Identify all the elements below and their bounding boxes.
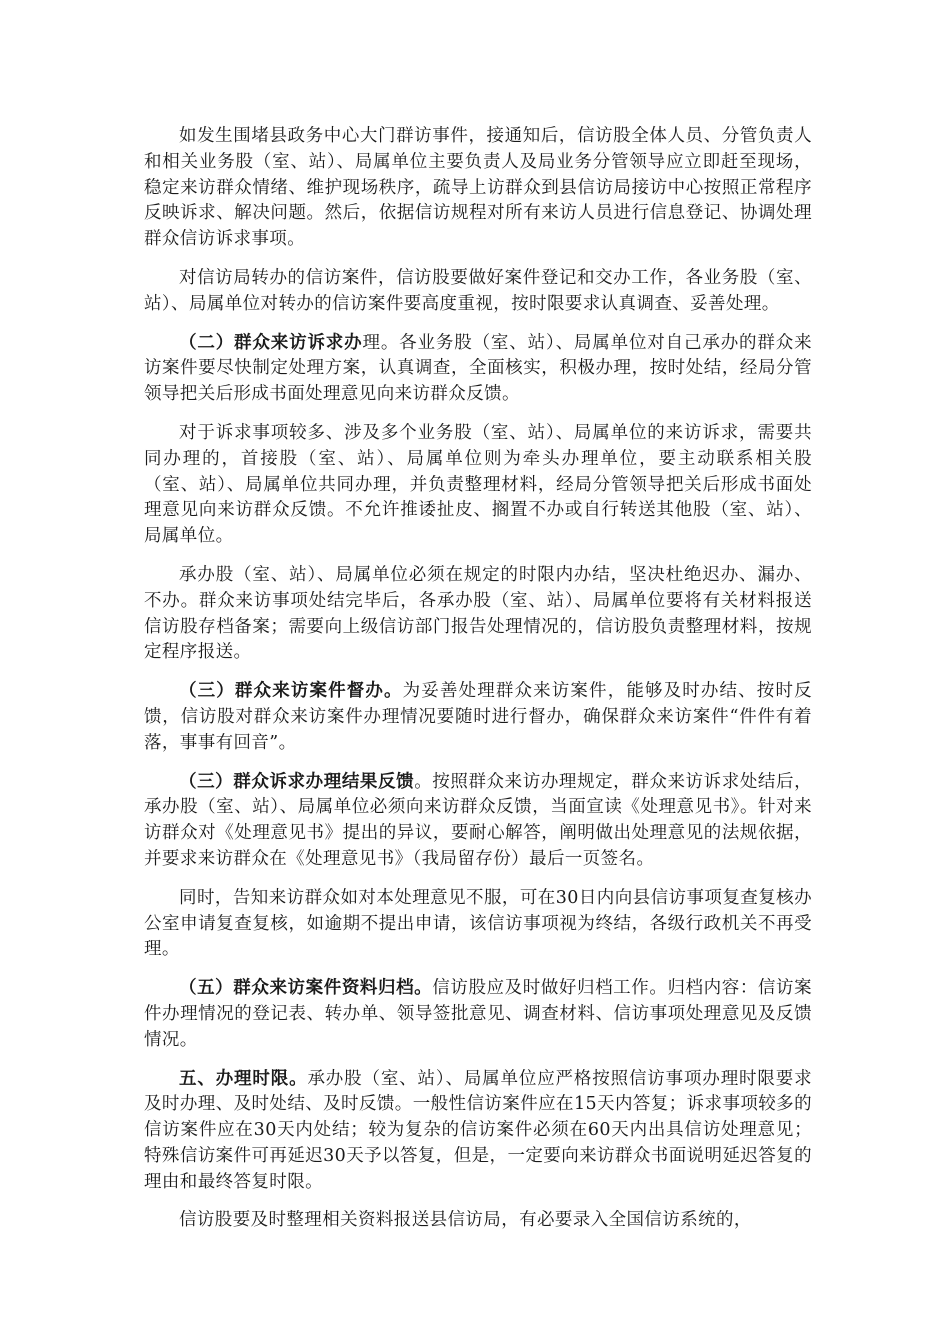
paragraph-lead: （三）群众来访案件督办。 <box>179 681 403 702</box>
paragraph-text: 承办股（室、站）、局属单位必须在规定的时限内办结，坚决杜绝迟办、漏办、不办。群众来访事项处结完毕后，各承办股（室、站）、局属单位要将有关材料报送信访股存档备案；需要向上级信访部门报告处理情况的，信访股负责整理材料，按规定程序报送。 <box>144 564 812 663</box>
paragraph-text: 为妥善处理群众来访案件，能够及时办结、按时反馈，信访股对群众来访案件办理情况要随时进行督办，确保群众来访案件“件件有着落，事事有回音”。 <box>144 681 812 753</box>
paragraph-10 <box>144 1067 812 1196</box>
paragraph-8 <box>144 886 812 963</box>
paragraph-text: 承办股（室、站）、局属单位应严格按照信访事项办理时限要求及时办理、及时处结、及时反馈。一般性信访案件应在15天内答复；诉求事项较多的信访案件应在30天内处结；较为复杂的信访案件必须在60天内出具信访处理意见；特殊信访案件可再延迟30天予以答复，但是，一定要向来访群众书面说明延迟答复的理由和最终答复时限。 <box>144 1068 812 1192</box>
paragraph-3 <box>144 331 812 408</box>
paragraph-text: 如发生围堵县政务中心大门群访事件，接通知后，信访股全体人员、分管负责人和相关业务股（室、站）、局属单位主要负责人及局业务分管领导应立即赶至现场，稳定来访群众情绪、维护现场秩序，疏导上访群众到县信访局接访中心按照正常程序反映诉求、解决问题。然后，依据信访规程对所有来访人员进行信息登记、协调处理群众信访诉求事项。 <box>144 126 812 250</box>
paragraph-6 <box>144 679 812 756</box>
paragraph-lead: 五、办理时限。 <box>179 1068 308 1089</box>
paragraph-9 <box>144 976 812 1053</box>
paragraph-lead: （三）群众诉求办理结果反馈 <box>179 771 415 792</box>
paragraph-text: 。按照群众来访办理规定，群众来访诉求处结后，承办股（室、站）、局属单位必须向来访群众反馈，当面宣读《处理意见书》。针对来访群众对《处理意见书》提出的异议，要耐心解答，阐明做出处理意见的法规依据，并要求来访群众在《处理意见书》（我局留存份）最后一页签名。 <box>144 771 812 869</box>
paragraph-text: 信访股应及时做好归档工作。归档内容：信访案件办理情况的登记表、转办单、领导签批意见、调查材料、信访事项处理意见及反馈情况。 <box>144 978 812 1050</box>
paragraph-lead: （二）群众来访诉求办 <box>179 332 363 353</box>
paragraph-text: 信访股要及时整理相关资料报送县信访局，有必要录入全国信访系统的， <box>179 1210 752 1231</box>
paragraph-text: 对于诉求事项较多、涉及多个业务股（室、站）、局属单位的来访诉求，需要共同办理的，首接股（室、站）、局属单位则为牵头办理单位，要主动联系相关股（室、站）、局属单位共同办理，并负责整理材料，经局分管领导把关后形成书面处理意见向来访群众反馈。不允许推诿扯皮、搁置不办或自行转送其他股（室、站）、局属单位。 <box>144 422 812 547</box>
paragraph-11 <box>144 1208 812 1234</box>
paragraph-1 <box>144 124 812 253</box>
paragraph-lead: （五）群众来访案件资料归档。 <box>179 978 433 999</box>
paragraph-text: 对信访局转办的信访案件，信访股要做好案件登记和交办工作，各业务股（室、站）、局属单位对转办的信访案件要高度重视，按时限要求认真调查、妥善处理。 <box>144 267 812 314</box>
paragraph-4 <box>144 421 812 550</box>
paragraph-text: 同时，告知来访群众如对本处理意见不服，可在30日内向县信访事项复查复核办公室申请复查复核，如逾期不提出申请，该信访事项视为终结，各级行政机关不再受理。 <box>144 887 812 960</box>
paragraph-5 <box>144 563 812 666</box>
paragraph-7 <box>144 770 812 873</box>
paragraph-2 <box>144 266 812 318</box>
paragraph-text: 理。各业务股（室、站）、局属单位对自己承办的群众来访案件要尽快制定处理方案，认真调查，全面核实，积极办理，按时处结，经局分管领导把关后形成书面处理意见向来访群众反馈。 <box>144 332 812 405</box>
body-text <box>144 124 812 1247</box>
